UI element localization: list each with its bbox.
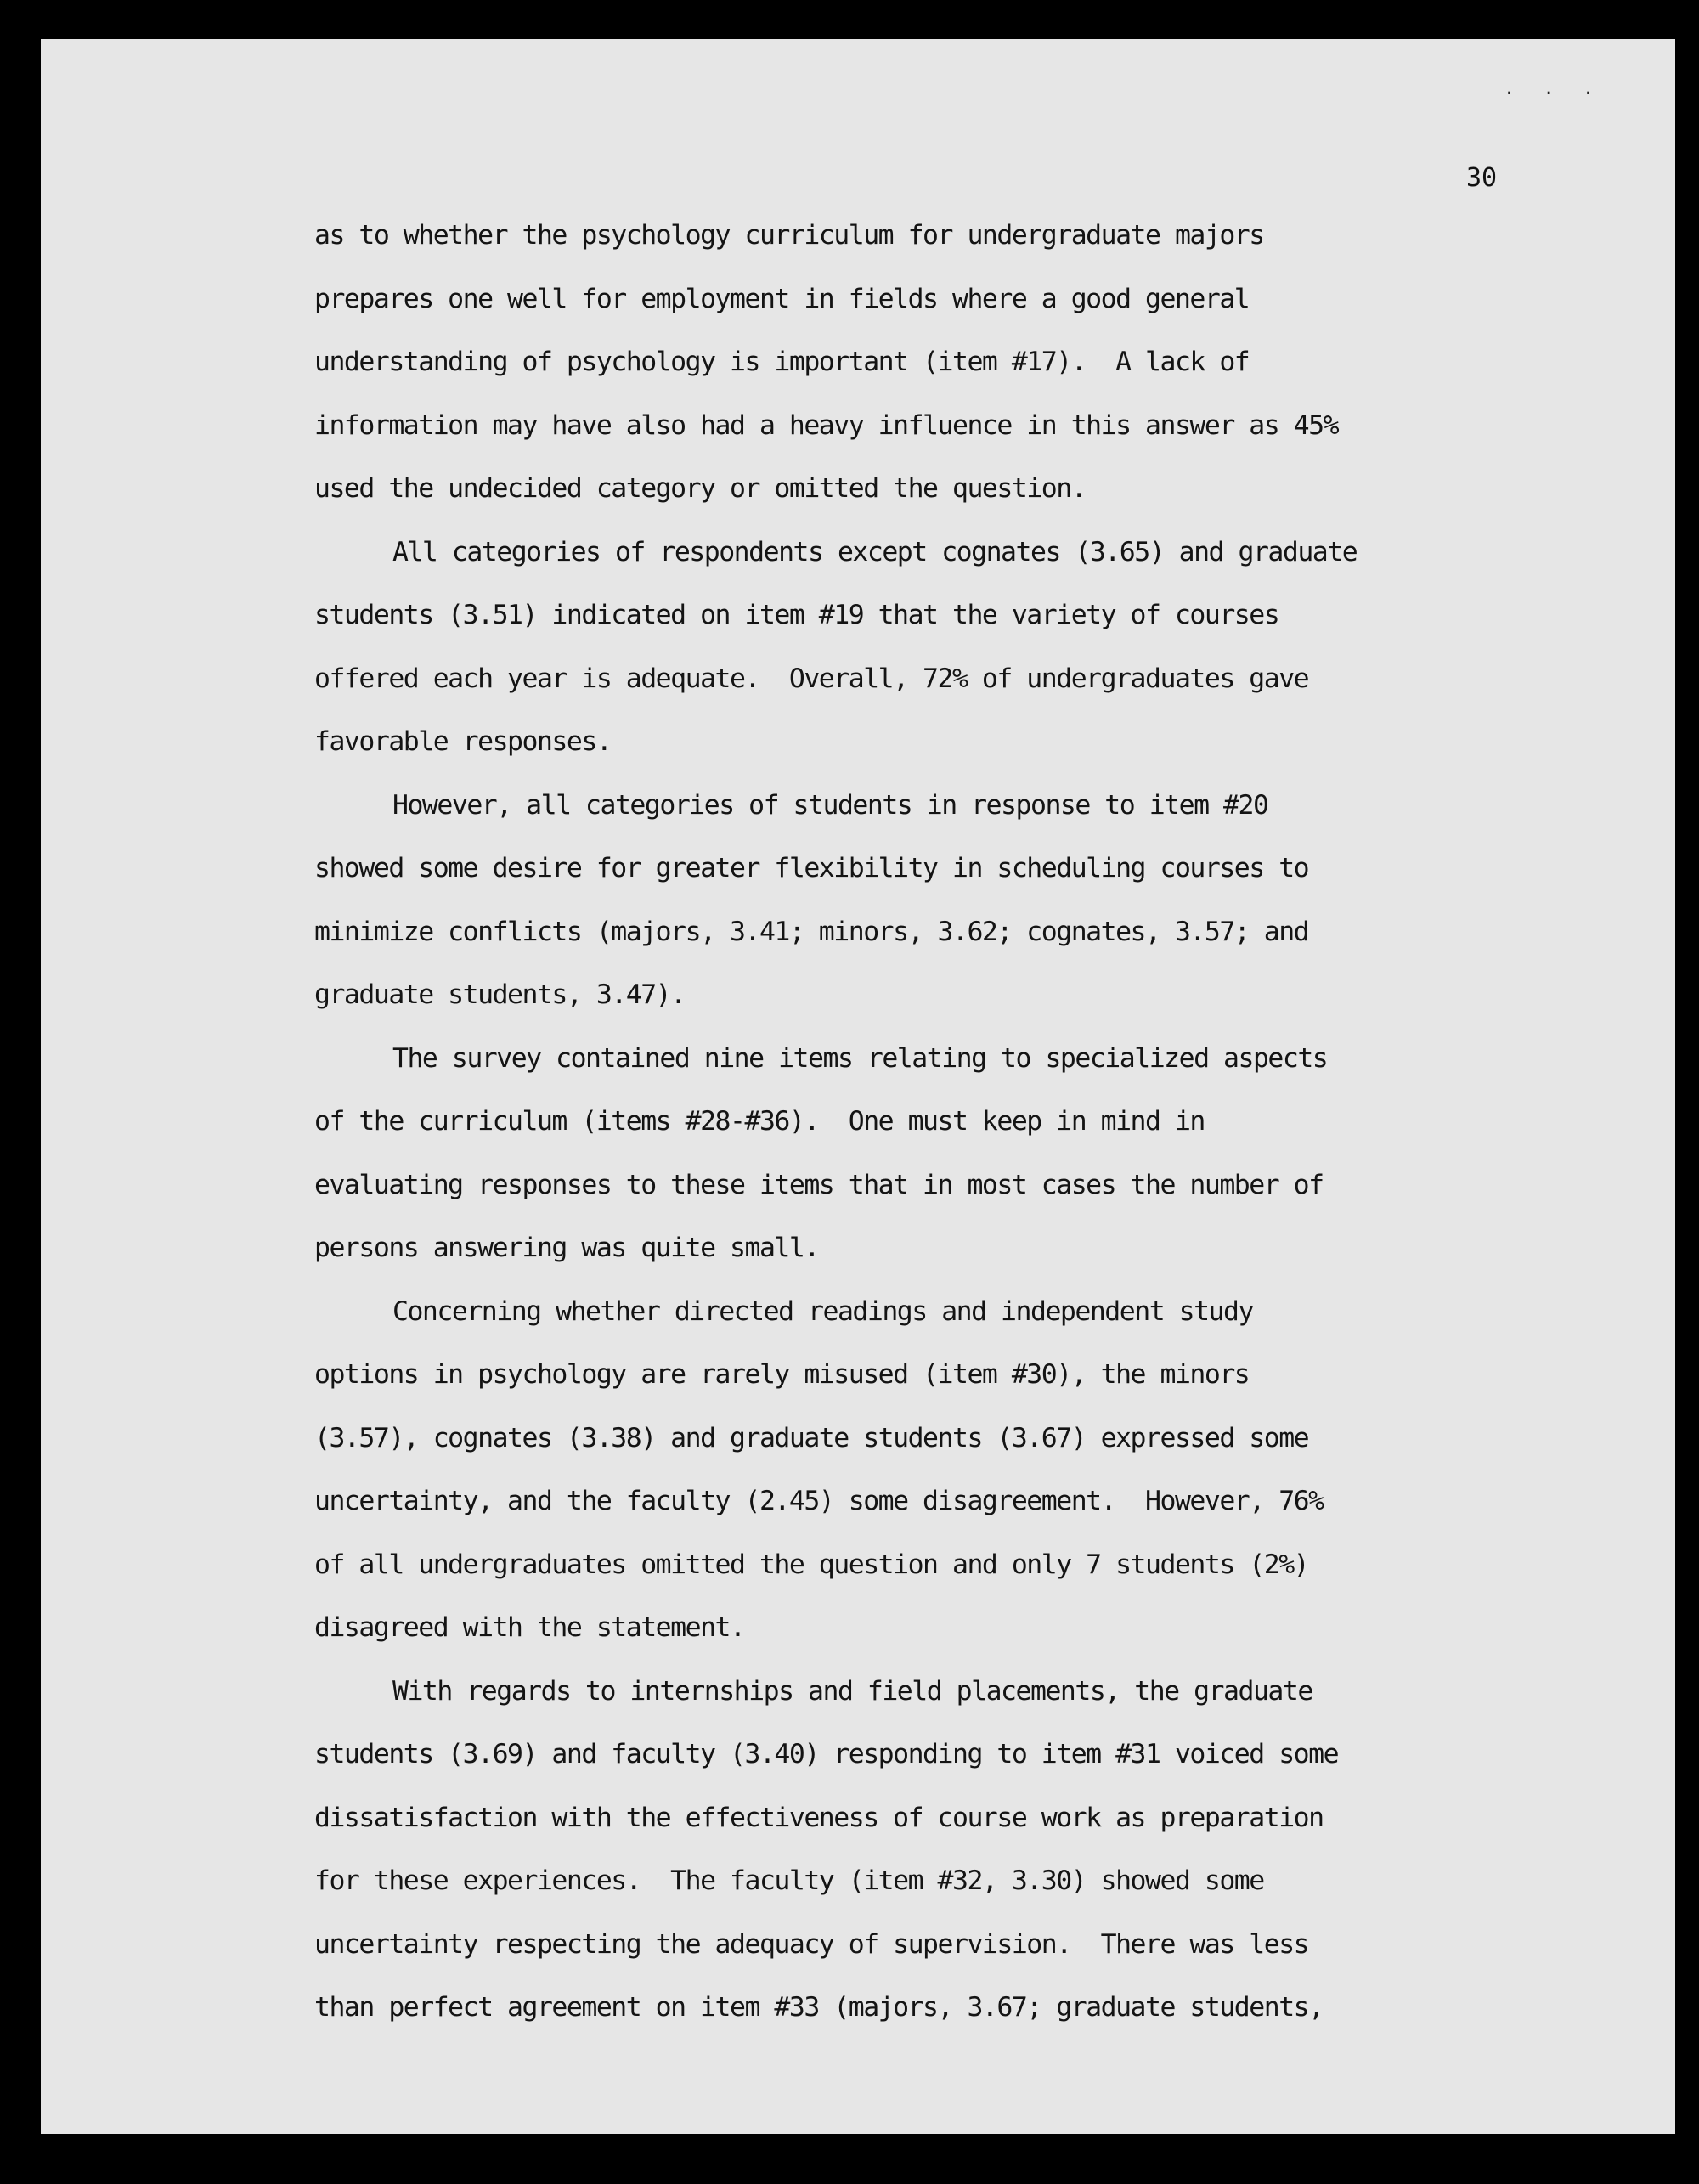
document-page (41, 39, 1675, 2134)
text-line: information may have also had a heavy influence in this answer as 45% (314, 409, 1339, 441)
text-line: uncertainty, and the faculty (2.45) some disagreement. However, 76% (314, 1486, 1324, 1516)
text-line: for these experiences. The faculty (item #32, 3.30) showed some (314, 1865, 1264, 1896)
text-line: graduate students, 3.47). (314, 979, 686, 1010)
text-line: students (3.69) and faculty (3.40) responding to item #31 voiced some (314, 1739, 1339, 1769)
paragraph-start-line: The survey contained nine items relating to specialized aspects (392, 1042, 1328, 1074)
text-line: offered each year is adequate. Overall, 72% of undergraduates gave (314, 663, 1309, 694)
corner-marks: . . . (1504, 78, 1603, 99)
paragraph-start-line: With regards to internships and field placements, the graduate (392, 1675, 1312, 1707)
text-line: than perfect agreement on item #33 (majors, 3.67; graduate students, (314, 1992, 1324, 2023)
paragraph-start-line: Concerning whether directed readings and independent study (392, 1295, 1253, 1327)
text-line: disagreed with the statement. (314, 1612, 745, 1643)
text-line: dissatisfaction with the effectiveness of course work as preparation (314, 1802, 1324, 1833)
text-line: used the undecided category or omitted the question. (314, 473, 1087, 504)
text-line: as to whether the psychology curriculum for undergraduate majors (314, 220, 1264, 251)
text-line: of the curriculum (items #28-#36). One must keep in mind in (314, 1106, 1205, 1137)
text-line: favorable responses. (314, 726, 612, 757)
paragraph-start-line: However, all categories of students in response to item #20 (392, 789, 1268, 821)
text-line: understanding of psychology is important (item #17). A lack of (314, 347, 1250, 377)
text-line: (3.57), cognates (3.38) and graduate students (3.67) expressed some (314, 1422, 1309, 1453)
text-line: minimize conflicts (majors, 3.41; minors, 3.62; cognates, 3.57; and (314, 916, 1309, 947)
text-line: evaluating responses to these items that in most cases the number of (314, 1169, 1324, 1200)
text-line: options in psychology are rarely misused (item #30), the minors (314, 1359, 1250, 1390)
text-line: uncertainty respecting the adequacy of supervision. There was less (314, 1928, 1309, 1960)
text-line: of all undergraduates omitted the question and only 7 students (2%) (314, 1549, 1309, 1580)
page-number: 30 (1466, 163, 1498, 193)
text-line: showed some desire for greater flexibility in scheduling courses to (314, 853, 1309, 883)
text-line: persons answering was quite small. (314, 1233, 819, 1263)
body-text (314, 204, 1478, 2040)
paragraph-start-line: All categories of respondents except cognates (3.65) and graduate (392, 536, 1358, 567)
text-line: students (3.51) indicated on item #19 that the variety of courses (314, 600, 1279, 630)
text-line: prepares one well for employment in fields where a good general (314, 283, 1250, 314)
